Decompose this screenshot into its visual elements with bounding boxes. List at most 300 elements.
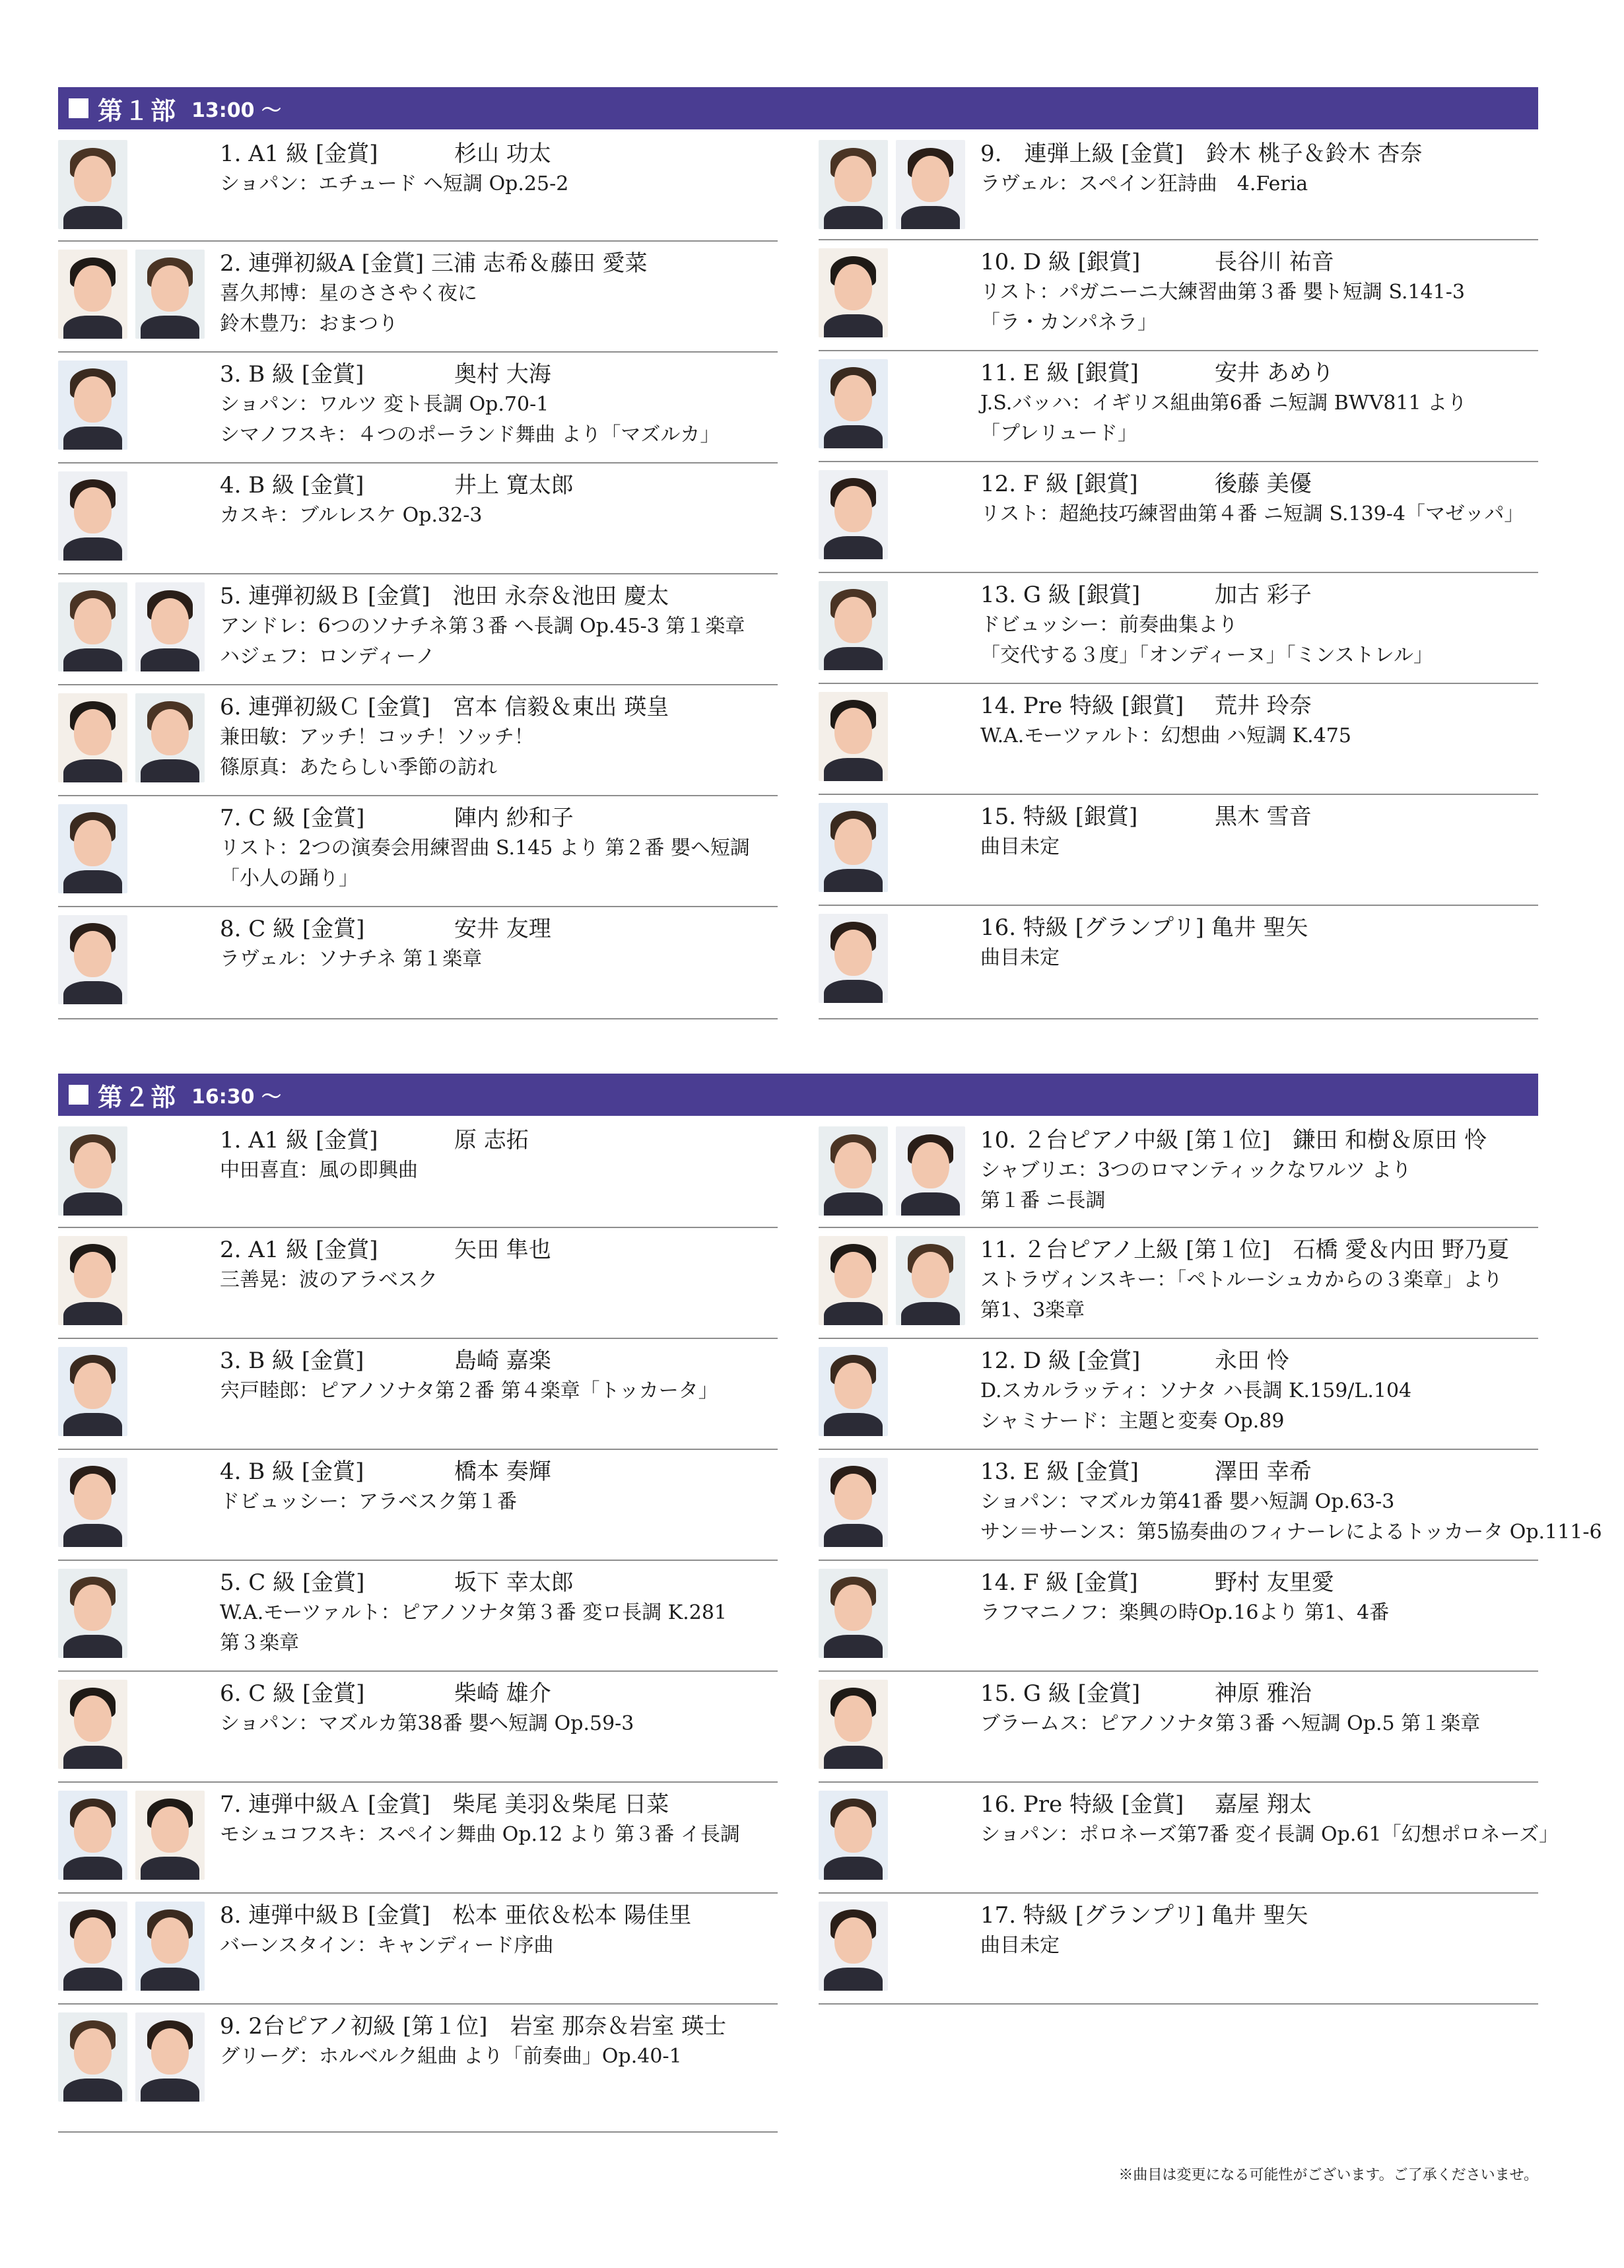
portrait-face [74,1252,112,1298]
portrait-face [74,1806,112,1853]
entry-text [220,470,778,531]
entry-text [980,1900,1538,1961]
repertoire-line: 兼田敏：アッチ！コッチ！ソッチ！ [220,726,534,749]
portrait-face [834,1806,872,1853]
portrait-photo [58,2012,127,2102]
portrait-body [824,758,883,781]
portrait-face [834,1252,872,1298]
portrait-body [141,316,199,339]
entry-class-award: 17. 特級 [グランプリ] 亀井 聖矢 [980,1902,1308,1929]
entry-class-award: 11. E 級 [銀賞] [980,360,1139,386]
portrait-photo [896,1126,965,1216]
performer-photos [819,581,888,670]
portrait-photo [819,1791,888,1880]
entry-heading [220,1346,778,1376]
portrait-face [834,597,872,643]
entry-class-award: 2. 連弾初級A [金賞] 三浦 志希＆藤田 愛菜 [220,250,648,277]
performer-photos [58,693,205,782]
performer-name: 奥村 大海 [454,361,551,388]
performer-name: 島崎 嘉楽 [454,1348,551,1374]
portrait-photo [819,248,888,337]
portrait-photo [819,803,888,892]
entry-class-award: 6. C 級 [金賞] [220,1680,365,1707]
entry-text [220,1678,778,1739]
performer-name: 杉山 功太 [454,141,551,167]
entry-class-award: 16. 特級 [グランプリ] 亀井 聖矢 [980,914,1308,941]
entry-text [220,1125,778,1186]
entry-heading [220,1457,778,1487]
program-entry [58,574,778,685]
part1-time: 13:00 ～ [191,99,281,122]
portrait-face [834,1142,872,1188]
part2-left-column [58,1118,778,2133]
entry-class-award: 8. 連弾中級Ｂ [金賞] 松本 亜依＆松本 陽佳里 [220,1902,692,1929]
entry-text [980,802,1538,862]
portrait-body [824,536,883,559]
performer-photos [58,250,205,339]
repertoire-line: シャブリエ：3つのロマンティックなワルツ より [980,1159,1411,1182]
portrait-face [74,820,112,866]
portrait-face [151,709,189,755]
performer-photos [58,140,127,229]
portrait-face [74,598,112,644]
portrait-face [74,1474,112,1520]
entry-heading [980,1125,1538,1155]
square-icon [69,98,88,118]
part2-time: 16:30 ～ [191,1085,281,1109]
portrait-face [74,709,112,755]
part1-right-column [819,132,1538,1019]
entry-heading [220,1235,778,1265]
entry-class-award: 9. 連弾上級 [金賞] 鈴木 桃子＆鈴木 杏奈 [980,141,1423,167]
entry-class-award: 11. ２台ピアノ上級 [第１位] 石橋 愛＆内田 野乃夏 [980,1237,1510,1263]
portrait-photo [58,1902,127,1991]
entry-heading [220,359,778,390]
portrait-body [824,1524,883,1547]
portrait-photo [819,1236,888,1325]
entry-text [220,803,778,894]
repertoire-line: W.A.モーツァルト：幻想曲 ハ短調 K.475 [980,724,1351,747]
performer-photos [58,1347,127,1436]
repertoire-line: 「小人の踊り」 [220,867,358,890]
portrait-photo [58,1458,127,1547]
portrait-body [824,314,883,337]
program-entry [58,1339,778,1450]
repertoire-line: シャミナード：主題と変奏 Op.89 [980,1410,1285,1433]
repertoire-line: ブラームス：ピアノソナタ第３番 ヘ短調 Op.5 第１楽章 [980,1712,1481,1735]
portrait-photo [819,1902,888,1991]
program-entry [58,685,778,796]
entry-heading [980,580,1538,610]
performer-photos [58,1126,127,1216]
entry-text [220,581,778,672]
entry-heading [220,692,778,722]
part1-title: 第１部 [98,96,178,125]
program-entry [58,1561,778,1672]
portrait-face [151,1806,189,1853]
entry-heading [220,1567,778,1598]
repertoire-line: 曲目未定 [980,1934,1060,1957]
entry-class-award: 8. C 級 [金賞] [220,916,365,942]
repertoire-line: 第1、3楽章 [980,1299,1085,1322]
performer-photos [819,1791,888,1880]
portrait-body [824,869,883,892]
program-entry [58,353,778,464]
entry-class-award: 1. A1 級 [金賞] [220,141,378,167]
portrait-photo [58,1347,127,1436]
part1-header [58,87,1538,129]
entry-text [980,469,1538,530]
performer-name: 陣内 紗和子 [454,805,574,831]
entry-text [220,1346,778,1406]
program-entry [58,907,778,1019]
program-entry [58,1450,778,1561]
entry-heading [980,1457,1538,1487]
entry-heading [980,1900,1538,1931]
entry-text [980,1235,1538,1326]
portrait-face [151,2028,189,2075]
performer-photos [819,1680,888,1769]
entry-text [220,1567,778,1659]
portrait-face [74,156,112,202]
part1-left-column [58,132,778,1019]
entry-text [220,139,778,199]
program-entry [58,132,778,242]
repertoire-line: 「ラ・カンパネラ」 [980,311,1157,334]
performer-photos [819,140,965,229]
portrait-body [63,870,122,893]
portrait-photo [819,1347,888,1436]
portrait-body [824,1302,883,1325]
portrait-face [151,1917,189,1964]
repertoire-line: 曲目未定 [980,946,1060,969]
program-entry [819,573,1538,684]
portrait-body [63,648,122,671]
repertoire-line: バーンスタイン：キャンディード序曲 [220,1934,554,1957]
performer-photos [58,1569,127,1658]
portrait-face [834,1917,872,1964]
entry-heading [980,802,1538,832]
entry-class-award: 13. E 級 [金賞] [980,1459,1139,1485]
performer-photos [819,248,888,337]
repertoire-line: W.A.モーツァルト：ピアノソナタ第３番 変ロ長調 K.281 [220,1601,727,1624]
portrait-face [912,156,949,202]
repertoire-line: 「交代する３度」「オンディーヌ」「ミンストレル」 [980,644,1433,667]
performer-photos [819,692,888,781]
portrait-photo [58,915,127,1004]
portrait-face [74,1363,112,1409]
entry-class-award: 12. D 級 [金賞] [980,1348,1141,1374]
portrait-photo [58,1680,127,1769]
performer-photos [819,470,888,559]
entry-class-award: 4. B 級 [金賞] [220,1459,364,1485]
program-entry [819,906,1538,1019]
portrait-photo [58,1791,127,1880]
repertoire-line: 鈴木豊乃：おまつり [220,312,398,335]
portrait-photo [819,1458,888,1547]
entry-heading [980,1567,1538,1598]
entry-text [980,1567,1538,1628]
program-entry [58,1672,778,1783]
portrait-body [63,2079,122,2102]
portrait-photo [135,1902,205,1991]
part2-header [58,1074,1538,1116]
entry-class-award: 7. 連弾中級Ａ [金賞] 柴尾 美羽＆柴尾 日菜 [220,1791,669,1818]
portrait-photo [896,1236,965,1325]
portrait-body [824,206,883,229]
portrait-body [63,1192,122,1216]
footnote: ※曲目は変更になる可能性がございます。ご了承くださいませ。 [1118,2167,1538,2183]
portrait-photo [58,361,127,450]
repertoire-line: ショパン：エチュード ヘ短調 Op.25-2 [220,172,569,195]
performer-name: 井上 寛太郎 [454,472,574,498]
performer-photos [819,1458,888,1547]
entry-text [220,914,778,975]
repertoire-line: 第３楽章 [220,1632,299,1655]
entry-text [980,691,1538,751]
part2-right-column [819,1118,1602,2005]
entry-class-award: 9. 2台ピアノ初級 [第１位] 岩室 那奈＆岩室 瑛士 [220,2013,727,2040]
portrait-body [63,1968,122,1991]
portrait-photo [135,2012,205,2102]
portrait-body [63,1857,122,1880]
performer-name: 野村 友里愛 [1215,1569,1334,1596]
entry-text [980,139,1538,199]
performer-photos [819,359,888,448]
entry-heading [980,1346,1538,1376]
portrait-face [74,931,112,977]
portrait-body [824,980,883,1003]
entry-heading [220,139,778,169]
portrait-body [63,316,122,339]
performer-name: 橋本 奏輝 [454,1459,551,1485]
entry-class-award: 3. B 級 [金賞] [220,361,364,388]
portrait-body [824,1857,883,1880]
portrait-face [151,265,189,312]
performer-photos [58,804,127,893]
portrait-photo [819,1126,888,1216]
entry-heading [220,470,778,500]
portrait-photo [58,804,127,893]
portrait-body [63,206,122,229]
portrait-face [912,1252,949,1298]
portrait-photo [135,1791,205,1880]
portrait-body [63,981,122,1004]
repertoire-line: サン＝サーンス：第5協奏曲のフィナーレによるトッカータ Op.111-6 [980,1521,1602,1544]
portrait-photo [58,582,127,671]
performer-name: 神原 雅治 [1215,1680,1312,1707]
entry-heading [220,1678,778,1709]
entry-text [220,1900,778,1961]
portrait-photo [819,359,888,448]
portrait-face [834,1363,872,1409]
program-entry [819,1339,1538,1450]
portrait-body [63,1524,122,1547]
entry-class-award: 14. F 級 [金賞] [980,1569,1138,1596]
performer-photos [819,1126,965,1216]
performer-name: 澤田 幸希 [1215,1459,1312,1485]
entry-class-award: 12. F 級 [銀賞] [980,471,1138,497]
portrait-face [912,1142,949,1188]
repertoire-line: 第１番 ニ長調 [980,1189,1106,1212]
portrait-photo [58,1236,127,1325]
portrait-body [141,1857,199,1880]
program-entry [819,795,1538,906]
entry-heading [980,139,1538,169]
entry-heading [220,1900,778,1931]
performer-name: 加古 彩子 [1215,582,1312,608]
performer-photos [58,1902,205,1991]
entry-class-award: 7. C 級 [金賞] [220,805,365,831]
portrait-body [824,1746,883,1769]
repertoire-line: リスト：2つの演奏会用練習曲 S.145 より 第２番 嬰ヘ短調 [220,837,750,860]
portrait-body [141,2079,199,2102]
performer-name: 原 志拓 [454,1127,529,1153]
program-entry [58,242,778,353]
entry-text [220,359,778,450]
portrait-photo [819,470,888,559]
program-entry [58,1783,778,1894]
entry-class-award: 15. G 級 [金賞] [980,1680,1141,1707]
program-entry [819,462,1538,573]
repertoire-line: モシュコフスキ：スペイン舞曲 Op.12 より 第３番 イ長調 [220,1823,740,1846]
program-entry [819,1672,1538,1783]
entry-heading [980,1678,1538,1709]
entry-class-award: 1. A1 級 [金賞] [220,1127,378,1153]
entry-class-award: 5. 連弾初級Ｂ [金賞] 池田 永奈＆池田 慶太 [220,583,669,609]
portrait-photo [135,693,205,782]
portrait-body [824,647,883,670]
repertoire-line: ラフマニノフ：楽興の時Op.16より 第1、4番 [980,1601,1390,1624]
performer-name: 黒木 雪音 [1215,804,1312,830]
performer-photos [819,803,888,892]
performer-name: 永田 怜 [1215,1348,1289,1374]
performer-name: 長谷川 祐音 [1215,249,1334,275]
entry-class-award: 6. 連弾初級Ｃ [金賞] 宮本 信毅＆東出 瑛皇 [220,694,669,720]
portrait-body [824,1192,883,1216]
performer-photos [58,1236,127,1325]
entry-text [980,580,1538,671]
portrait-photo [819,1680,888,1769]
portrait-face [834,708,872,754]
portrait-face [74,1585,112,1631]
performer-photos [819,1236,965,1325]
part2-title: 第２部 [98,1082,178,1112]
program-entry [819,1783,1559,1894]
entry-text [220,1235,778,1295]
performer-photos [58,915,127,1004]
entry-heading [980,247,1538,277]
program-entry [58,464,778,574]
repertoire-line: ハジェフ：ロンディーノ [220,645,436,668]
portrait-face [834,930,872,976]
portrait-body [824,425,883,448]
repertoire-line: 「プレリュード」 [980,422,1137,445]
portrait-body [63,1746,122,1769]
entry-text [220,1457,778,1517]
portrait-photo [819,692,888,781]
program-entry [819,1118,1538,1228]
portrait-photo [58,140,127,229]
repertoire-line: 喜久邦博：星のささやく夜に [220,282,477,305]
entry-text [980,912,1538,973]
entry-heading [220,803,778,833]
repertoire-line: シマノフスキ：４つのポーランド舞曲 より「マズルカ」 [220,423,720,446]
entry-class-award: 5. C 級 [金賞] [220,1569,365,1596]
program-entry [819,684,1538,795]
portrait-face [834,486,872,532]
program-entry [58,1894,778,2005]
portrait-face [834,819,872,865]
entry-heading [220,581,778,611]
portrait-face [151,598,189,644]
repertoire-line: カスキ：ブルレスケ Op.32-3 [220,504,483,527]
portrait-face [74,2028,112,2075]
portrait-face [834,1585,872,1631]
portrait-face [74,265,112,312]
portrait-photo [58,1569,127,1658]
portrait-face [834,156,872,202]
entry-class-award: 10. D 級 [銀賞] [980,249,1141,275]
repertoire-line: 三善晃：波のアラベスク [220,1268,438,1291]
portrait-body [141,648,199,671]
entry-text [220,2011,778,2072]
entry-class-award: 10. ２台ピアノ中級 [第１位] 鎌田 和樹＆原田 怜 [980,1127,1487,1153]
repertoire-line: ストラヴィンスキー：「ペトルーシュカからの３楽章」より [980,1268,1503,1291]
portrait-face [834,375,872,421]
repertoire-line: ドビュッシー：前奏曲集より [980,613,1238,636]
portrait-photo [819,1569,888,1658]
performer-name: 荒井 玲奈 [1215,693,1312,719]
performer-photos [819,914,888,1003]
repertoire-line: J.S.バッハ：イギリス組曲第6番 ニ短調 BWV811 より [980,392,1468,415]
portrait-photo [896,140,965,229]
repertoire-line: リスト：パガニーニ大練習曲第３番 嬰ト短調 S.141-3 [980,281,1465,304]
portrait-face [74,376,112,423]
repertoire-line: 曲目未定 [980,835,1060,858]
performer-name: 矢田 隼也 [454,1237,551,1263]
program-entry [819,240,1538,351]
entry-text [980,358,1538,449]
performer-photos [819,1902,888,1991]
performer-name: 安井 友理 [454,916,551,942]
entry-text [980,1125,1538,1216]
performer-photos [58,2012,205,2102]
repertoire-line: アンドレ：6つのソナチネ第３番 ヘ長調 Op.45-3 第１楽章 [220,615,745,638]
entry-heading [220,914,778,944]
repertoire-line: ショパン：マズルカ第38番 嬰ヘ短調 Op.59-3 [220,1712,634,1735]
entry-heading [980,691,1538,721]
repertoire-line: ショパン：ワルツ 変ト長調 Op.70-1 [220,393,549,416]
performer-photos [58,361,127,450]
entry-class-award: 14. Pre 特級 [銀賞] [980,693,1184,719]
program-entry [819,1450,1602,1561]
performer-name: 柴崎 雄介 [454,1680,551,1707]
entry-heading [220,1789,778,1820]
performer-name: 安井 あめり [1215,360,1334,386]
portrait-face [834,1474,872,1520]
repertoire-line: D.スカルラッティ：ソナタ ハ長調 K.159/L.104 [980,1379,1412,1402]
portrait-photo [819,914,888,1003]
entry-text [980,1678,1538,1739]
portrait-body [824,1413,883,1436]
program-entry [819,351,1538,462]
performer-name: 坂下 幸太郎 [454,1569,574,1596]
entry-text [980,1346,1538,1437]
entry-class-award: 13. G 級 [銀賞] [980,582,1141,608]
program-entry [819,1228,1538,1339]
square-icon [69,1085,88,1105]
